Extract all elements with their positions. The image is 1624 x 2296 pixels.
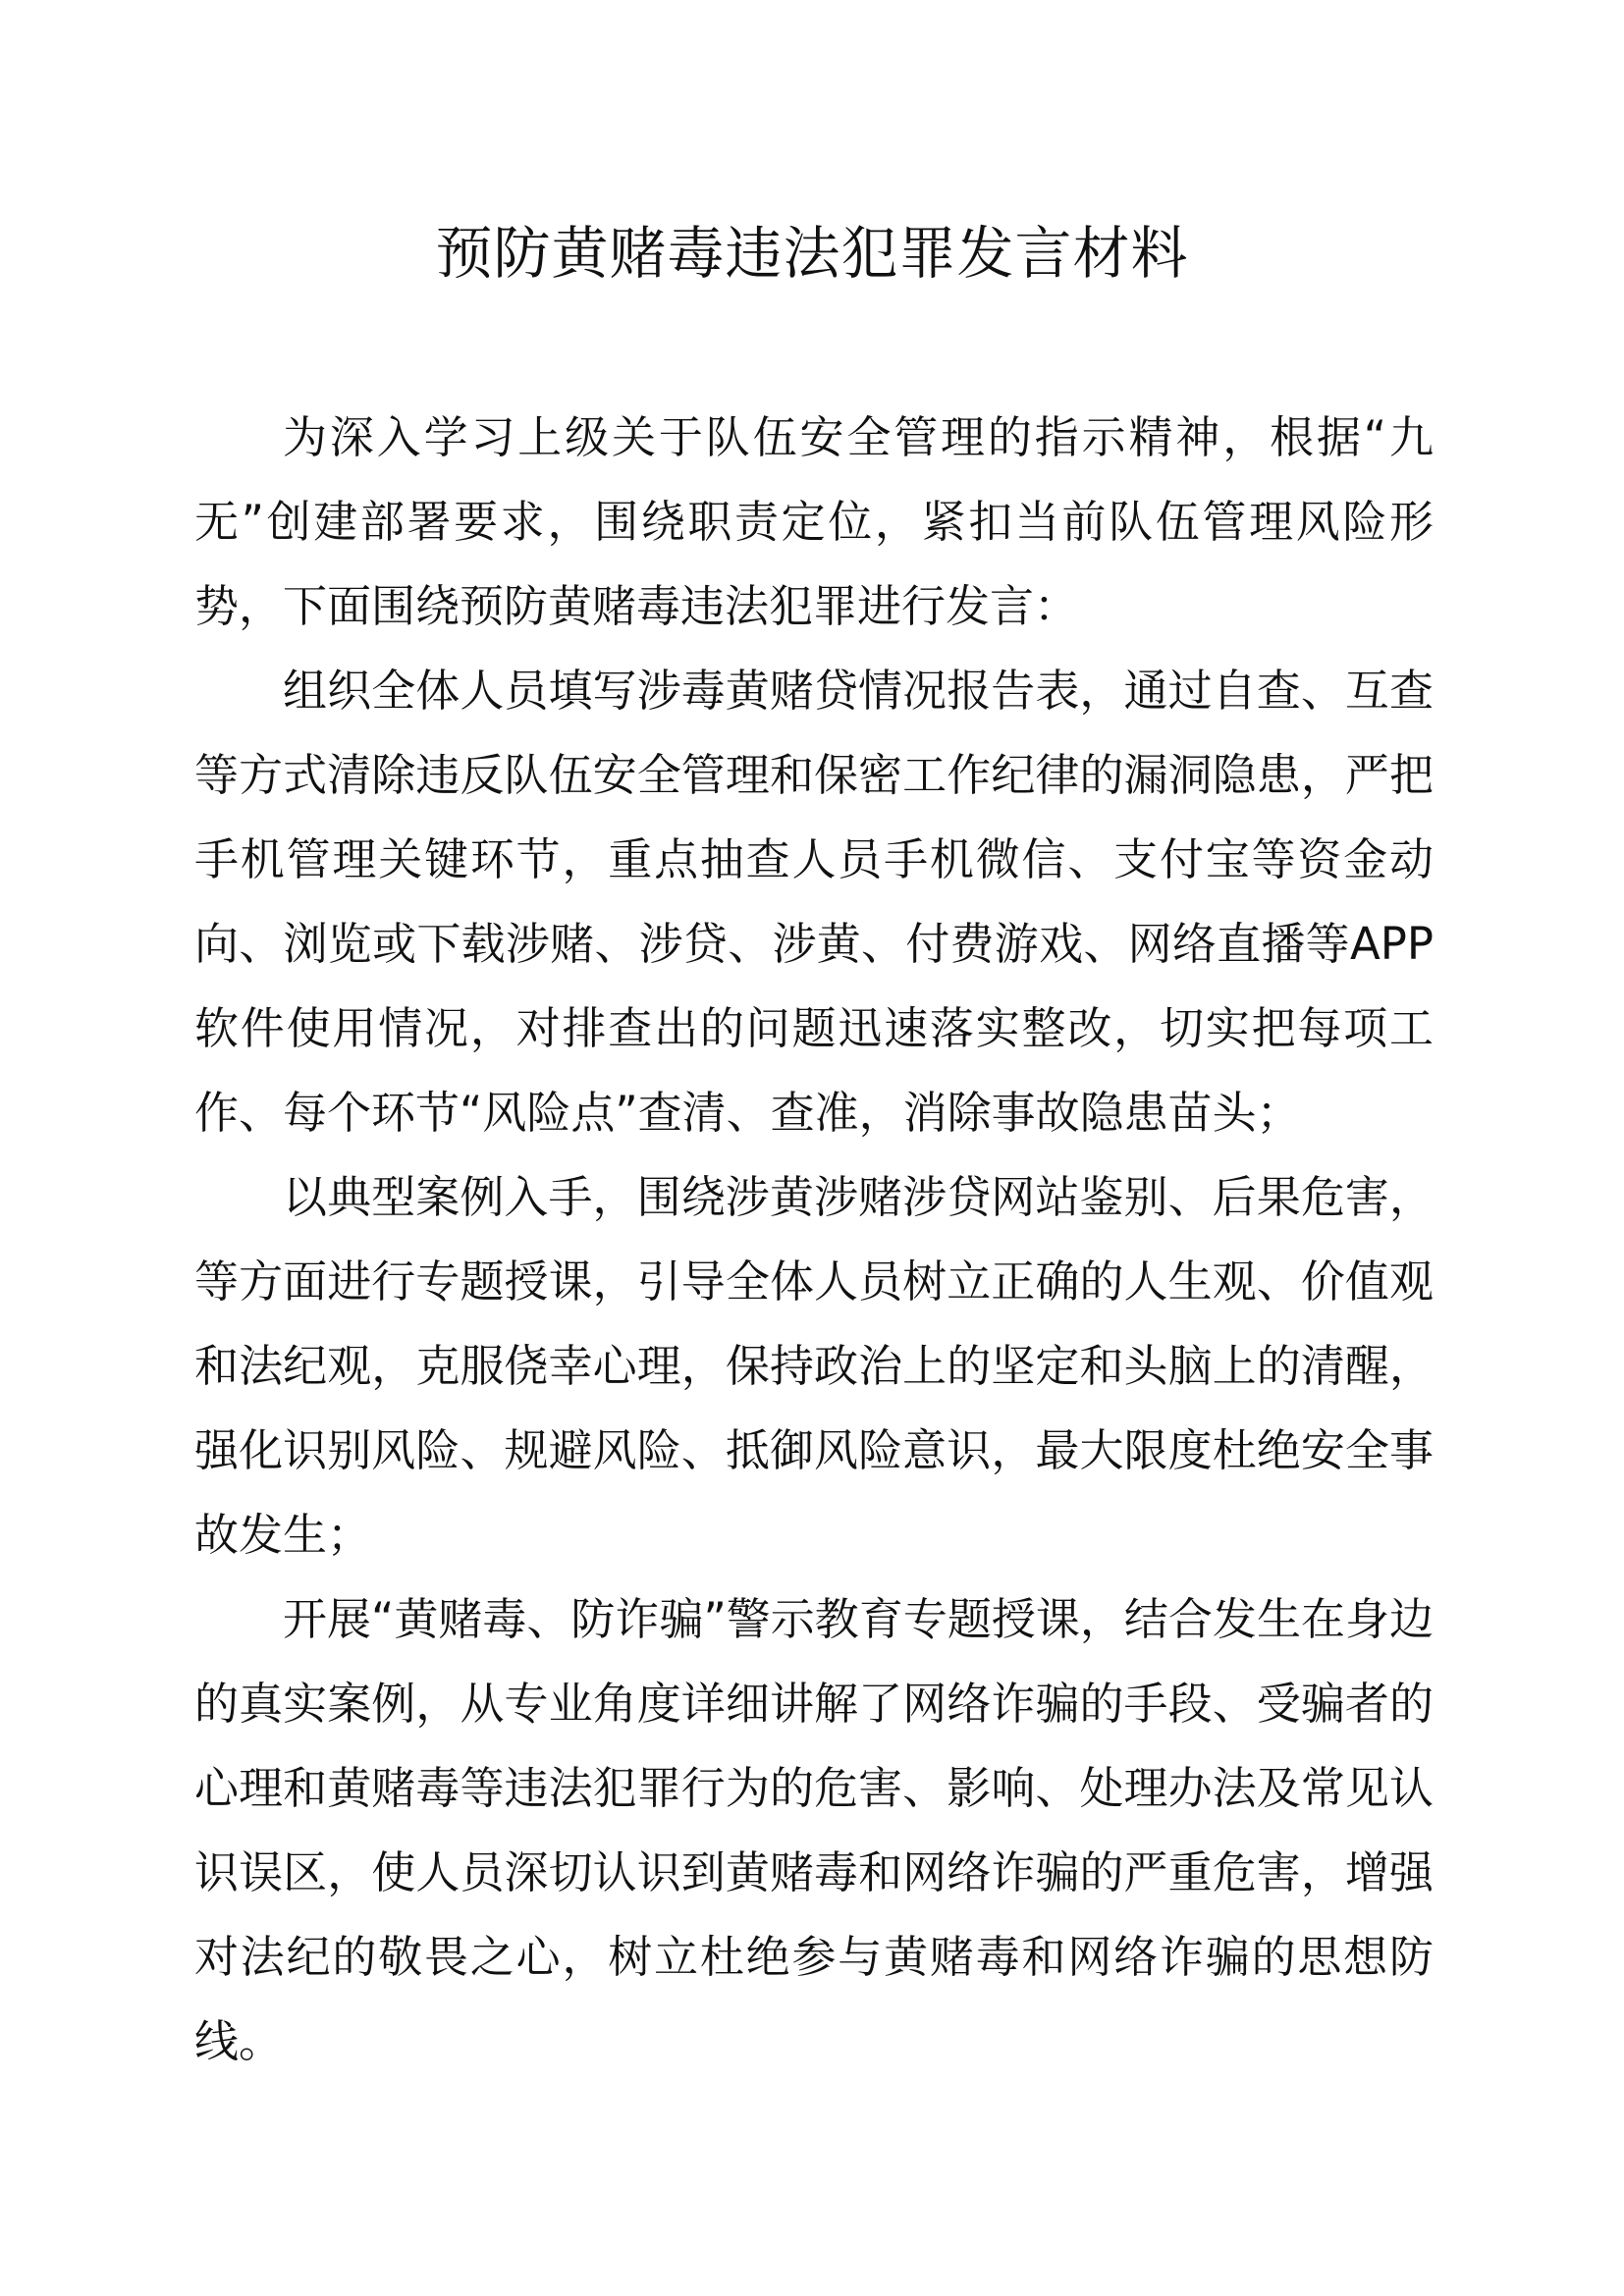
paragraph-case-lecture: 以典型案例入手，围绕涉黄涉赌涉贷网站鉴别、后果危害，等方面进行专题授课，引导全体人员树立正确的人生观、价值观和法纪观，克服侥幸心理，保持政治上的坚定和头脑上的清醒，强化识别风险、规避风险、抵御风险意识，最大限度杜绝安全事故发生； bbox=[194, 1171, 1434, 1561]
document-title: 预防黄赌毒违法犯罪发言材料 bbox=[435, 220, 1189, 287]
document-body bbox=[194, 396, 1434, 2084]
paragraph-self-inspection: 组织全体人员填写涉毒黄赌贷情况报告表，通过自查、互查等方式清除违反队伍安全管理和保密工作纪律的漏洞隐患，严把手机管理关键环节，重点抽查人员手机微信、支付宝等资金动向、浏览或下载涉赌、涉贷、涉黄、付费游戏、网络直播等APP软件使用情况，对排查出的问题迅速落实整改，切实把每项工作、每个环节“风险点”查清、查准，消除事故隐患苗头； bbox=[194, 665, 1434, 1139]
paragraph-intro: 为深入学习上级关于队伍安全管理的指示精神，根据“九无”创建部署要求，围绕职责定位，紧扣当前队伍管理风险形势，下面围绕预防黄赌毒违法犯罪进行发言： bbox=[194, 411, 1434, 632]
paragraph-warning-education: 开展“黄赌毒、防诈骗”警示教育专题授课，结合发生在身边的真实案例，从专业角度详细讲解了网络诈骗的手段、受骗者的心理和黄赌毒等违法犯罪行为的危害、影响、处理办法及常见认识误区，使人员深切认识到黄赌毒和网络诈骗的严重危害，增强对法纪的敬畏之心，树立杜绝参与黄赌毒和网络诈骗的思想防线。 bbox=[194, 1593, 1434, 2067]
